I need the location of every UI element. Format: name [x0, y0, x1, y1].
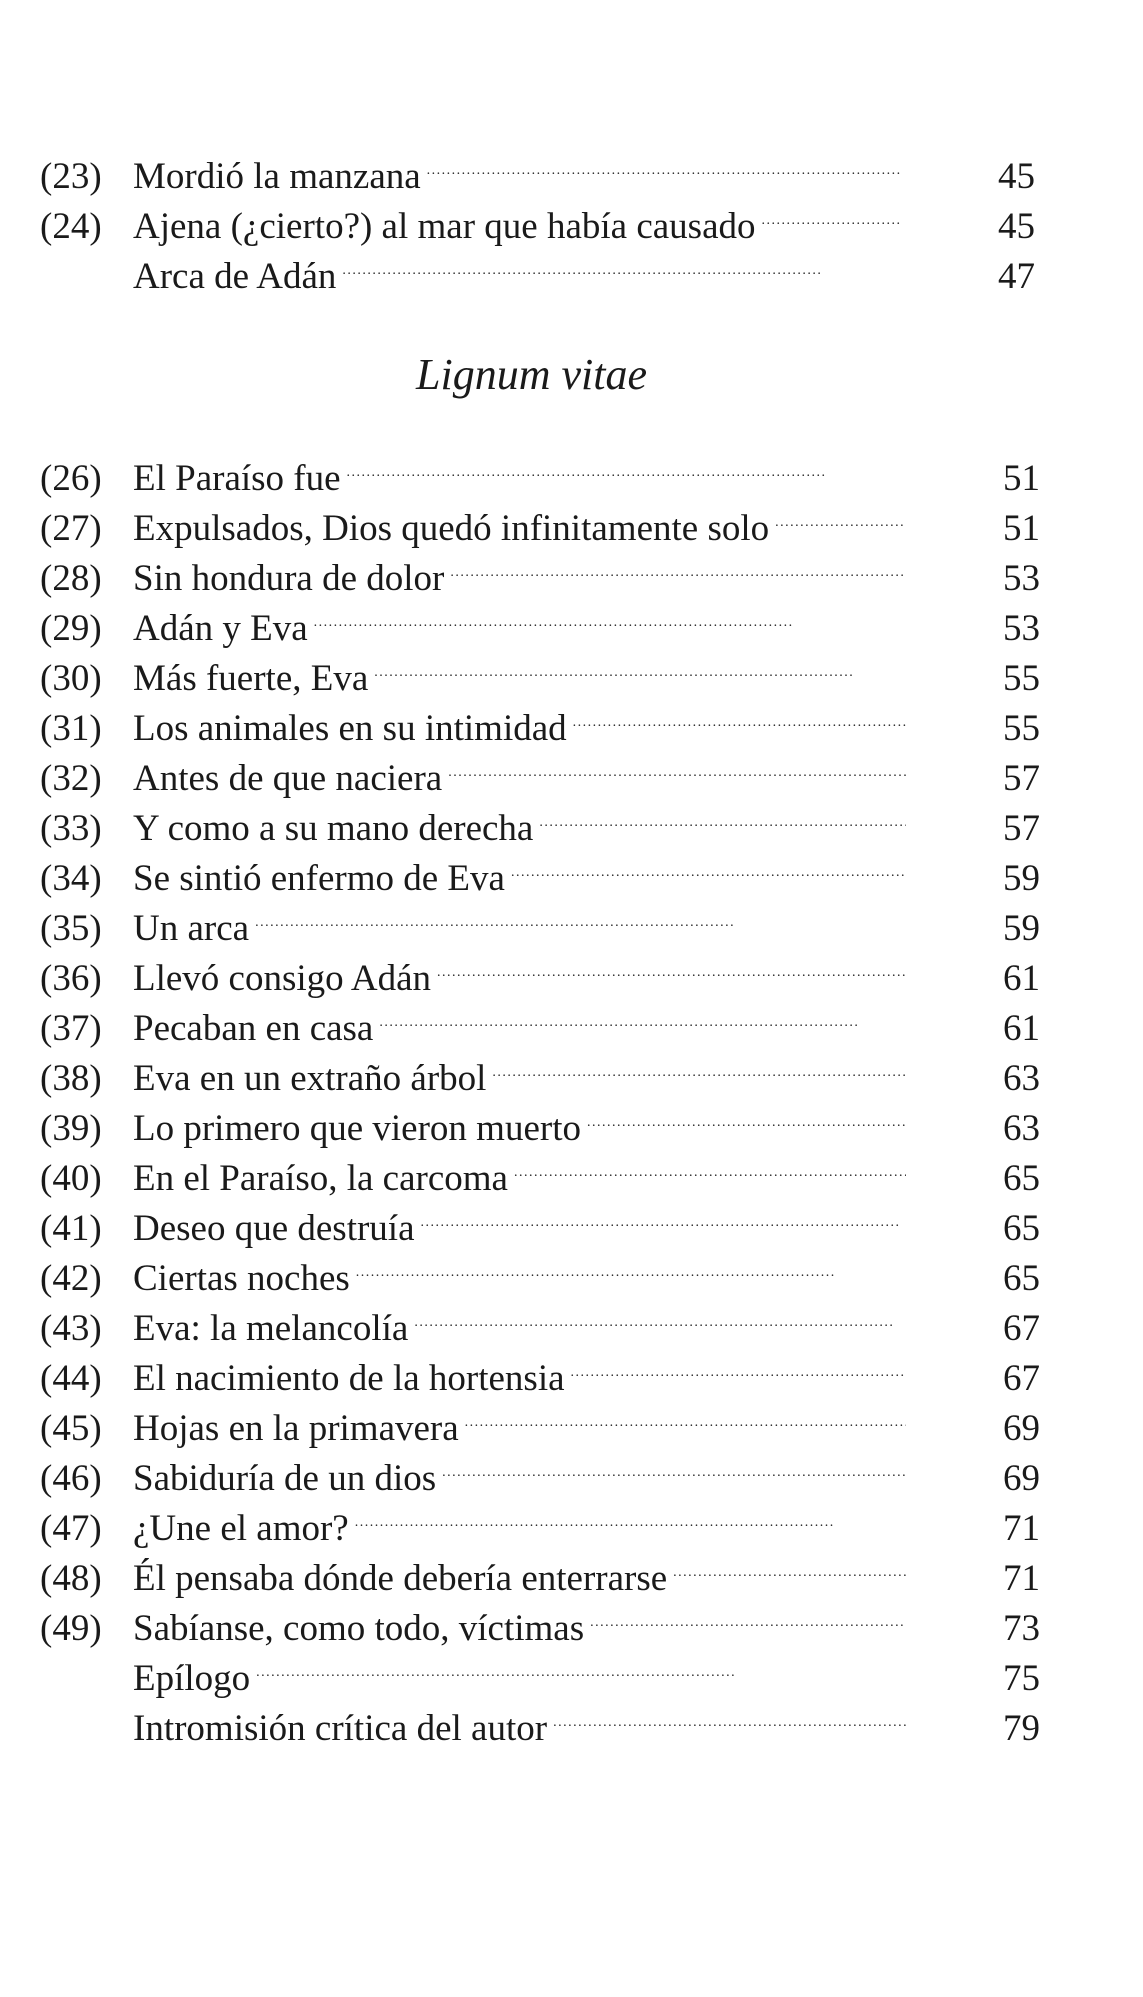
toc-entry-title: Un arca — [133, 908, 250, 949]
section-heading: Lignum vitae — [416, 350, 647, 399]
toc-entry-page: 79 — [1003, 1708, 1040, 1749]
toc-entry-title: Hojas en la primavera — [133, 1408, 459, 1449]
toc-entry-title: Epílogo — [133, 1658, 251, 1699]
toc-entry-title: Antes de que naciera — [133, 758, 443, 799]
toc-dot-leader — [355, 1490, 906, 1540]
toc-entry-number: (31) — [40, 708, 102, 749]
toc-entry-number: (43) — [40, 1308, 102, 1349]
toc-entry-number: (27) — [40, 508, 102, 549]
toc-entry-title: El nacimiento de la hortensia — [133, 1358, 565, 1399]
toc-dot-leader — [673, 1540, 906, 1590]
toc-dot-leader — [414, 1290, 906, 1340]
toc-dot-leader — [442, 1440, 906, 1490]
toc-dot-leader — [347, 440, 906, 490]
toc-entry-page: 69 — [1003, 1408, 1040, 1449]
toc-dot-leader — [465, 1390, 906, 1440]
toc-entry-number: (46) — [40, 1458, 102, 1499]
toc-entry-page: 61 — [1003, 958, 1040, 999]
toc-entry-page: 69 — [1003, 1458, 1040, 1499]
toc-entry-number: (37) — [40, 1008, 102, 1049]
toc-dot-leader — [590, 1590, 906, 1640]
toc-entry-title: Arca de Adán — [133, 256, 337, 297]
toc-entry-title: El Paraíso fue — [133, 458, 341, 499]
toc-entry-title: Adán y Eva — [133, 608, 308, 649]
toc-entry-title: Pecaban en casa — [133, 1008, 374, 1049]
toc-entry-page: 63 — [1003, 1058, 1040, 1099]
toc-dot-leader — [374, 640, 906, 690]
toc-entry-number: (24) — [40, 206, 102, 247]
toc-entry-title: Más fuerte, Eva — [133, 658, 369, 699]
toc-entry-number: (32) — [40, 758, 102, 799]
toc-entry-page: 63 — [1003, 1108, 1040, 1149]
toc-entry-title: Mordió la manzana — [133, 156, 421, 197]
toc-entry-page: 59 — [1003, 908, 1040, 949]
toc-entry-title: Y como a su mano derecha — [133, 808, 534, 849]
toc-entry-title: Eva en un extraño árbol — [133, 1058, 487, 1099]
toc-dot-leader — [255, 890, 906, 940]
toc-entry — [40, 440, 1040, 499]
toc-dot-leader — [427, 138, 901, 188]
toc-entry-page: 67 — [1003, 1358, 1040, 1399]
toc-entry-title: Ciertas noches — [133, 1258, 350, 1299]
toc-entry-number: (39) — [40, 1108, 102, 1149]
toc-dot-leader — [356, 1240, 906, 1290]
toc-dot-leader — [437, 940, 906, 990]
toc-dot-leader — [421, 1190, 906, 1240]
toc-entry-number: (29) — [40, 608, 102, 649]
toc-entry-page: 75 — [1003, 1658, 1040, 1699]
toc-entry-page: 51 — [1003, 458, 1040, 499]
toc-entry-page: 65 — [1003, 1208, 1040, 1249]
toc-entry-number: (33) — [40, 808, 102, 849]
toc-dot-leader — [775, 490, 906, 540]
toc-entry-title: Sin hondura de dolor — [133, 558, 445, 599]
toc-entry-number: (48) — [40, 1558, 102, 1599]
toc-entry-title: Intromisión crítica del autor — [133, 1708, 548, 1749]
toc-entry-page: 67 — [1003, 1308, 1040, 1349]
toc-dot-leader — [539, 790, 906, 840]
toc-entry-page: 65 — [1003, 1158, 1040, 1199]
toc-dot-leader — [448, 740, 906, 790]
toc-entry-number: (35) — [40, 908, 102, 949]
toc-dot-leader — [511, 840, 906, 890]
toc-dot-leader — [379, 990, 906, 1040]
toc-dot-leader — [573, 690, 906, 740]
toc-entry-page: 57 — [1003, 808, 1040, 849]
toc-entry-page: 73 — [1003, 1608, 1040, 1649]
toc-entry-page: 71 — [1003, 1508, 1040, 1549]
toc-entry-title: Se sintió enfermo de Eva — [133, 858, 505, 899]
toc-dot-leader — [762, 188, 902, 238]
toc-entry-number: (28) — [40, 558, 102, 599]
toc-entry-number: (42) — [40, 1258, 102, 1299]
toc-entry-title: Ajena (¿cierto?) al mar que había causado — [133, 206, 756, 247]
toc-entry-page: 51 — [1003, 508, 1040, 549]
toc-dot-leader — [587, 1090, 906, 1140]
toc-entry-page: 71 — [1003, 1558, 1040, 1599]
toc-entry-page: 57 — [1003, 758, 1040, 799]
toc-list-after — [40, 440, 1040, 1749]
toc-entry-title: Sabíanse, como todo, víctimas — [133, 1608, 585, 1649]
toc-dot-leader — [514, 1140, 906, 1190]
toc-list-before — [40, 138, 1040, 297]
toc-entry-title: Sabiduría de un dios — [133, 1458, 437, 1499]
toc-entry-page: 55 — [1003, 658, 1040, 699]
toc-entry-number: (45) — [40, 1408, 102, 1449]
toc-entry-title: En el Paraíso, la carcoma — [133, 1158, 508, 1199]
toc-entry-title: Lo primero que vieron muerto — [133, 1108, 581, 1149]
toc-entry-title: ¿Une el amor? — [133, 1508, 349, 1549]
toc-entry-number: (41) — [40, 1208, 102, 1249]
toc-entry-page: 59 — [1003, 858, 1040, 899]
toc-entry-title: Los animales en su intimidad — [133, 708, 567, 749]
toc-entry-page: 55 — [1003, 708, 1040, 749]
toc-entry-title: Expulsados, Dios quedó infinitamente solo — [133, 508, 770, 549]
toc-entry-number: (40) — [40, 1158, 102, 1199]
toc-entry-number: (49) — [40, 1608, 102, 1649]
toc-entry-title: Él pensaba dónde debería enterrarse — [133, 1558, 668, 1599]
toc-entry-page: 61 — [1003, 1008, 1040, 1049]
toc-entry-number: (30) — [40, 658, 102, 699]
toc-entry-number: (44) — [40, 1358, 102, 1399]
toc-entry-number: (34) — [40, 858, 102, 899]
toc-entry — [40, 138, 1035, 197]
toc-entry-page: 53 — [1003, 608, 1040, 649]
toc-entry-number: (36) — [40, 958, 102, 999]
toc-entry-title: Eva: la melancolía — [133, 1308, 409, 1349]
toc-entry-title: Llevó consigo Adán — [133, 958, 432, 999]
toc-dot-leader — [492, 1040, 906, 1090]
toc-entry-number: (38) — [40, 1058, 102, 1099]
toc-entry-title: Deseo que destruía — [133, 1208, 415, 1249]
toc-entry-page: 47 — [998, 256, 1035, 297]
toc-entry-number: (47) — [40, 1508, 102, 1549]
toc-entry-page: 65 — [1003, 1258, 1040, 1299]
toc-dot-leader — [553, 1690, 906, 1740]
toc-entry-number: (26) — [40, 458, 102, 499]
toc-dot-leader — [314, 590, 906, 640]
toc-dot-leader — [571, 1340, 906, 1390]
toc-dot-leader — [342, 238, 901, 288]
toc-entry-number: (23) — [40, 156, 102, 197]
toc-entry-page: 45 — [998, 156, 1035, 197]
toc-entry-page: 45 — [998, 206, 1035, 247]
toc-entry-page: 53 — [1003, 558, 1040, 599]
toc-dot-leader — [450, 540, 906, 590]
toc-dot-leader — [256, 1640, 906, 1690]
